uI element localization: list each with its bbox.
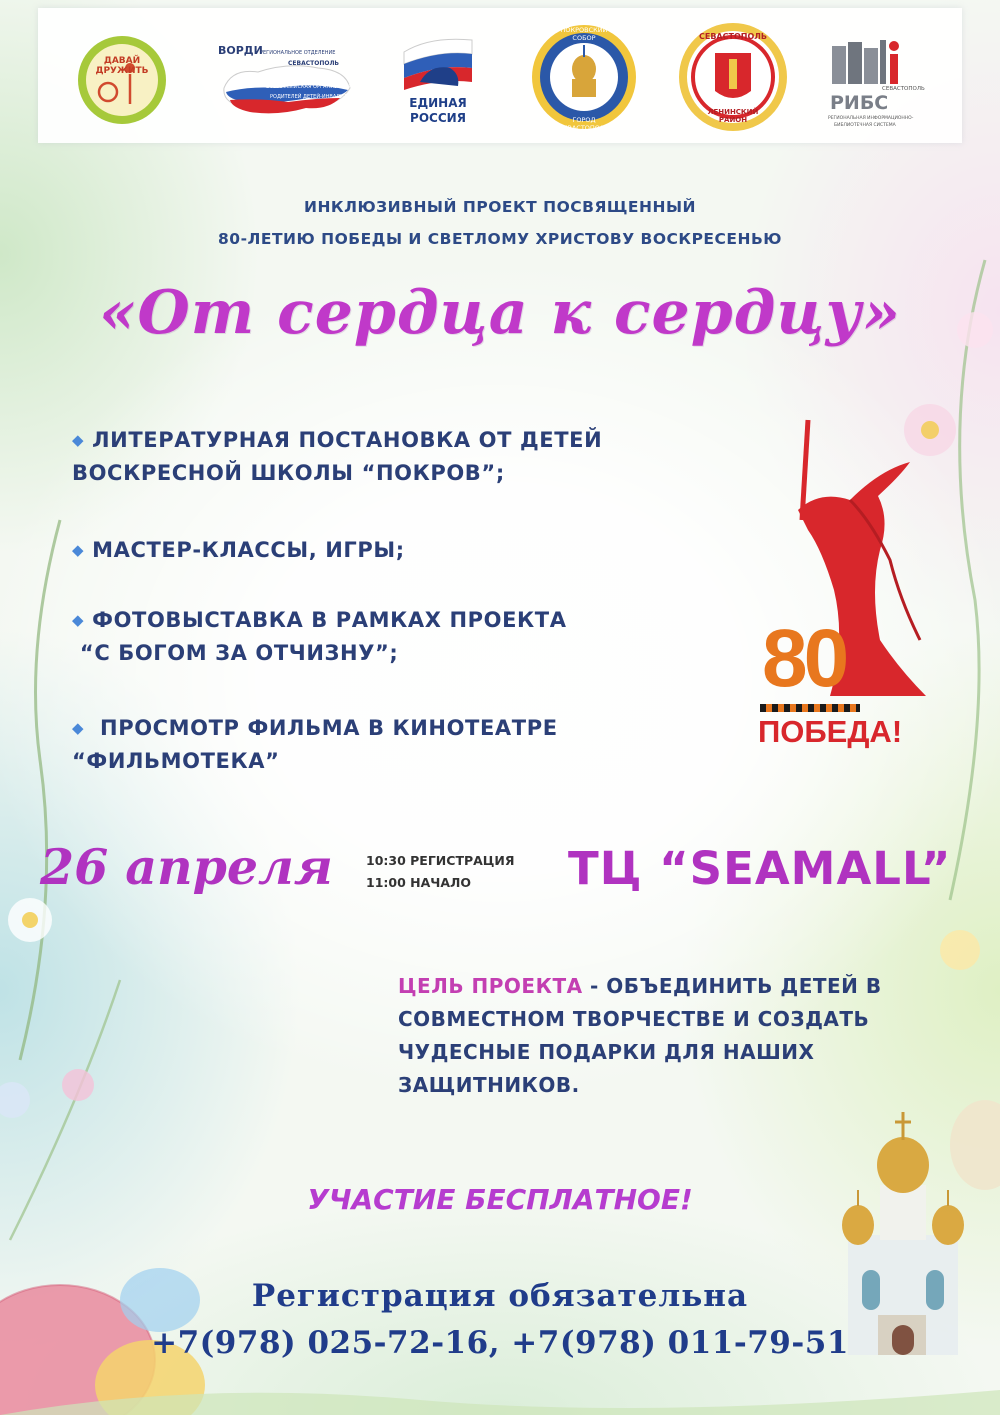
bullet-text: ЛИТЕРАТУРНАЯ ПОСТАНОВКА ОТ ДЕТЕЙ bbox=[92, 428, 603, 452]
bullet-item bbox=[72, 424, 692, 490]
vordi-line-3: ВСЕРОССИЙСКАЯ ОРГАНИЗАЦИЯ bbox=[266, 84, 352, 90]
bullet-item bbox=[72, 604, 692, 670]
sevastopol-bottom-text: ЛЕНИНСКИЙ РАЙОН bbox=[707, 108, 759, 124]
subtitle-line-2: 80-ЛЕТИЮ ПОБЕДЫ И СВЕТЛОМУ ХРИСТОВУ ВОСКРЕСЕНЬЮ bbox=[218, 230, 782, 248]
ribs-name: РИБС bbox=[830, 92, 889, 114]
davai-druzhit-text: ДАВАЙ ДРУЖИТЬ bbox=[95, 56, 149, 76]
bullet-text: “ФИЛЬМОТЕКА” bbox=[72, 749, 280, 773]
registration-time: 10:30 РЕГИСТРАЦИЯ bbox=[366, 853, 515, 868]
ribbon-stripe bbox=[760, 704, 860, 712]
vordi-line-4: РОДИТЕЛЕЙ ДЕТЕЙ-ИНВАЛИДОВ bbox=[270, 94, 356, 100]
bullet-text: ФОТОВЫСТАВКА В РАМКАХ ПРОЕКТА bbox=[92, 608, 567, 632]
page-title: «От сердца к сердцу» bbox=[99, 278, 901, 348]
pokrovsky-bottom-text: ГОРОД СЕВАСТОПОЛЬ bbox=[558, 116, 610, 132]
goal-text: ЗАЩИТНИКОВ. bbox=[398, 1073, 580, 1097]
pokrovsky-top-text: ПОКРОВСКИЙ СОБОР bbox=[560, 26, 608, 42]
free-participation: УЧАСТИЕ БЕСПЛАТНОЕ! bbox=[307, 1183, 693, 1216]
project-goal bbox=[398, 970, 938, 1102]
ribs-small-text: СЕВАСТОПОЛЬ bbox=[882, 86, 925, 92]
victory-word: ПОБЕДА! bbox=[758, 714, 903, 749]
er-line-1: ЕДИНАЯ bbox=[409, 96, 467, 110]
vordi-name: ВОРДИ bbox=[218, 44, 263, 57]
bullet-text: ПРОСМОТР ФИЛЬМА В КИНОТЕАТРЕ bbox=[92, 716, 558, 740]
bullet-diamond-icon: ◆ bbox=[72, 719, 85, 737]
goal-label: ЦЕЛЬ ПРОЕКТА bbox=[398, 974, 583, 998]
registration-title: Регистрация обязательна bbox=[251, 1278, 749, 1314]
start-time: 11:00 НАЧАЛО bbox=[366, 875, 472, 890]
bullet-diamond-icon: ◆ bbox=[72, 611, 85, 629]
victory-80-emblem bbox=[750, 400, 940, 760]
vordi-line-1: РЕГИОНАЛЬНОЕ ОТДЕЛЕНИЕ bbox=[260, 50, 336, 56]
event-date: 26 апреля bbox=[40, 838, 333, 896]
event-venue: ТЦ “SEAMALL” bbox=[568, 842, 952, 895]
goal-text: ЧУДЕСНЫЕ ПОДАРКИ ДЛЯ НАШИХ bbox=[398, 1040, 815, 1064]
subtitle-line-1: ИНКЛЮЗИВНЫЙ ПРОЕКТ ПОСВЯЩЕННЫЙ bbox=[303, 198, 696, 216]
sevastopol-top-text: СЕВАСТОПОЛЬ bbox=[699, 32, 767, 41]
goal-text: - ОБЪЕДИНИТЬ ДЕТЕЙ В bbox=[582, 974, 882, 998]
bullet-text: “С БОГОМ ЗА ОТЧИЗНУ”; bbox=[72, 641, 399, 665]
bullet-text: ВОСКРЕСНОЙ ШКОЛЫ “ПОКРОВ”; bbox=[72, 461, 505, 485]
er-line-2: РОССИЯ bbox=[410, 111, 466, 125]
logo-strip bbox=[38, 8, 962, 143]
vordi-line-2: СЕВАСТОПОЛЬ bbox=[288, 60, 339, 67]
ribs-sub-2: БИБЛИОТЕЧНАЯ СИСТЕМА bbox=[834, 123, 896, 128]
bear-flag-icon bbox=[400, 30, 476, 90]
goal-text: СОВМЕСТНОМ ТВОРЧЕСТВЕ И СОЗДАТЬ bbox=[398, 1007, 870, 1031]
bullet-diamond-icon: ◆ bbox=[72, 431, 85, 449]
books-icon bbox=[830, 40, 902, 86]
ribs-sub-1: РЕГИОНАЛЬНАЯ ИНФОРМАЦИОННО- bbox=[828, 116, 914, 121]
bullet-text: МАСТЕР-КЛАССЫ, ИГРЫ; bbox=[92, 538, 405, 562]
bullet-diamond-icon: ◆ bbox=[72, 541, 85, 559]
contact-phones[interactable]: +7(978) 025-72-16, +7(978) 011-79-51 bbox=[151, 1325, 849, 1361]
bullet-item bbox=[72, 712, 692, 778]
davai-druzhit-logo bbox=[74, 34, 170, 126]
victory-number: 80 bbox=[762, 613, 846, 704]
bullet-item bbox=[72, 534, 692, 567]
